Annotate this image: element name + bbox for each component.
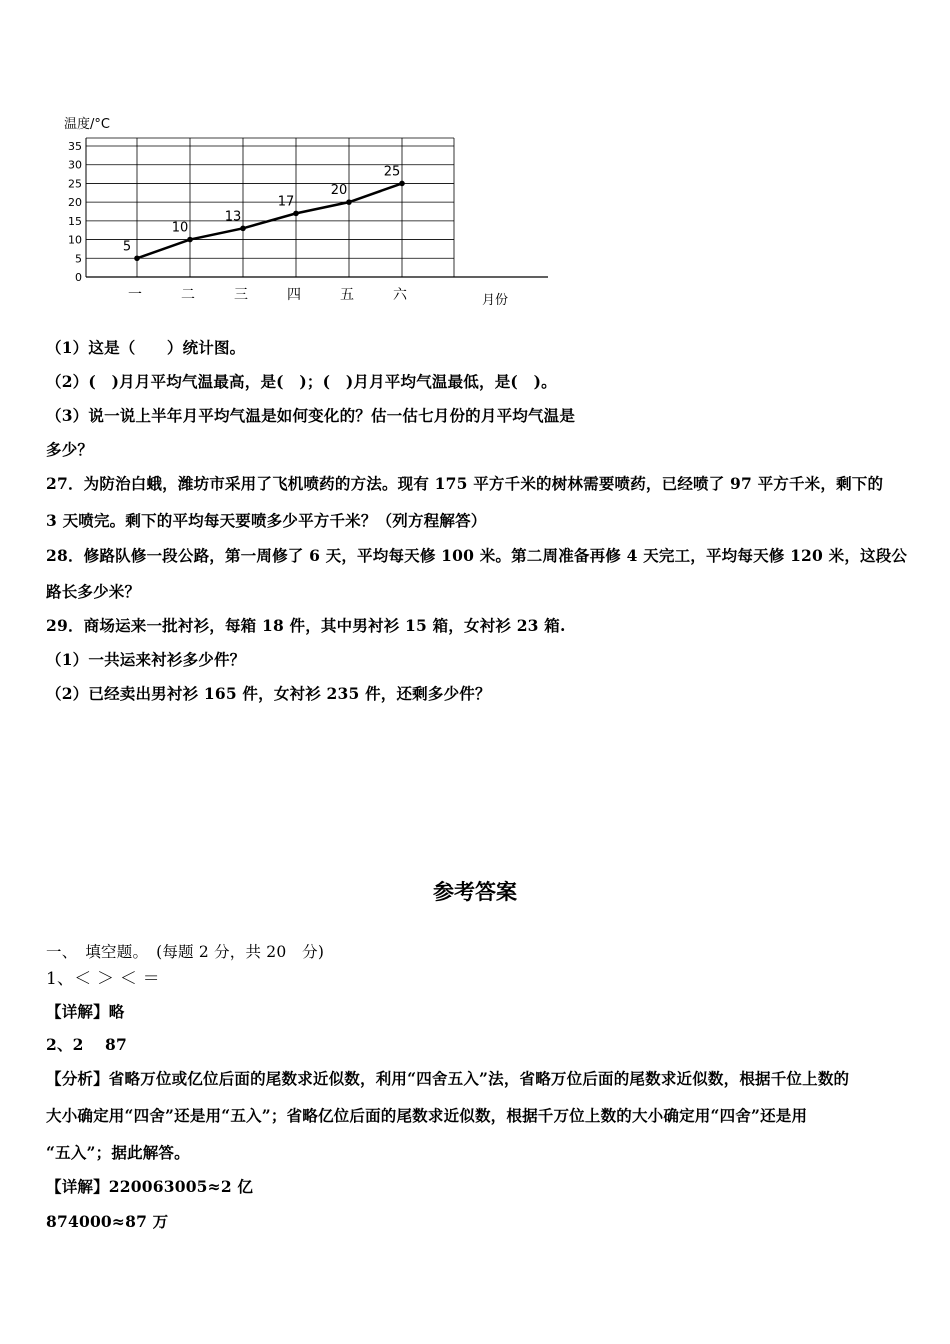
y-tick-label: 0: [75, 271, 82, 284]
answer-2-detail-1: 【详解】220063005≈2 亿: [46, 1177, 254, 1196]
y-tick-label: 10: [68, 233, 82, 247]
answer-1: 1、＜ ＞ ＜ ＝: [46, 969, 160, 989]
x-tick-label: 五: [340, 287, 354, 303]
data-label: 5: [122, 239, 132, 255]
y-axis-label: 温度/°C: [64, 117, 110, 132]
answer-2-analysis-3: “五入”；据此解答。: [46, 1143, 190, 1162]
x-tick-label: 三: [234, 287, 248, 303]
question-28-cont: 路长多少米？: [46, 582, 141, 601]
question-26-3-cont: 多少？: [46, 440, 94, 459]
question-27: 27．为防治白蛾，潍坊市采用了飞机喷药的方法。现有 175 平方千米的树林需要喷药，已经喷了 97 平方千米，剩下的: [46, 474, 884, 493]
x-tick-label: 一: [128, 287, 142, 303]
y-tick-label: 25: [68, 177, 82, 191]
y-tick-labels: [68, 140, 82, 284]
y-tick-label: 20: [68, 196, 82, 210]
y-tick-label: 35: [68, 140, 82, 153]
y-tick-label: 15: [68, 214, 82, 228]
question-26-2: （2）( )月月平均气温最高，是( )；( )月月平均气温最低，是( )。: [46, 372, 557, 391]
question-26-1: （1）这是（ ）统计图。: [46, 338, 246, 357]
question-26-3: （3）说一说上半年月平均气温是如何变化的？估一估七月份的月平均气温是: [46, 406, 576, 425]
answer-2-analysis-1: 【分析】省略万位或亿位后面的尾数求近似数，利用“四舍五入”法，省略万位后面的尾数求近似数，根据千位上数的: [46, 1069, 850, 1088]
data-label: 20: [330, 183, 348, 199]
question-27-cont: 3 天喷完。剩下的平均每天要喷多少平方千米？（列方程解答）: [46, 511, 487, 530]
x-tick-labels: [128, 287, 408, 303]
x-tick-label: 六: [393, 287, 407, 303]
x-tick-label: 四: [287, 287, 301, 303]
x-axis-label: 月份: [482, 293, 509, 308]
data-label: 10: [171, 220, 189, 236]
x-tick-label: 二: [181, 287, 195, 303]
data-point: [399, 181, 405, 187]
data-point: [187, 237, 193, 243]
data-label: 17: [277, 194, 295, 210]
y-tick-label: 5: [75, 252, 82, 266]
y-tick-label: 30: [68, 158, 82, 172]
temperature-line-chart: [0, 110, 560, 310]
answer-2: 2、2 87: [46, 1035, 127, 1054]
question-29-2: （2）已经卖出男衬衫 165 件，女衬衫 235 件，还剩多少件？: [46, 684, 491, 703]
answer-1-detail: 【详解】略: [46, 1002, 125, 1021]
data-point: [134, 255, 140, 261]
question-28: 28．修路队修一段公路，第一周修了 6 天，平均每天修 100 米。第二周准备再修 4 天完工，平均每天修 120 米，这段公: [46, 546, 908, 565]
answers-section-1: 一、 填空题。 (每题 2 分，共 20 分): [46, 943, 325, 961]
answer-2-analysis-2: 大小确定用“四舍”还是用“五入”；省略亿位后面的尾数求近似数，根据千万位上数的大小确定用“四舍”还是用: [46, 1106, 808, 1125]
data-point: [346, 199, 352, 205]
data-point: [293, 211, 299, 217]
answer-2-detail-2: 874000≈87 万: [46, 1212, 169, 1231]
question-29-1: （1）一共运来衬衫多少件？: [46, 650, 246, 669]
temperature-series: [123, 164, 405, 261]
data-point: [240, 226, 246, 232]
chart-grid: [86, 138, 548, 277]
answers-title: 参考答案: [433, 880, 517, 904]
data-label: 13: [224, 209, 242, 225]
question-29: 29．商场运来一批衬衫，每箱 18 件，其中男衬衫 15 箱，女衬衫 23 箱.: [46, 616, 566, 635]
data-label: 25: [383, 164, 401, 180]
